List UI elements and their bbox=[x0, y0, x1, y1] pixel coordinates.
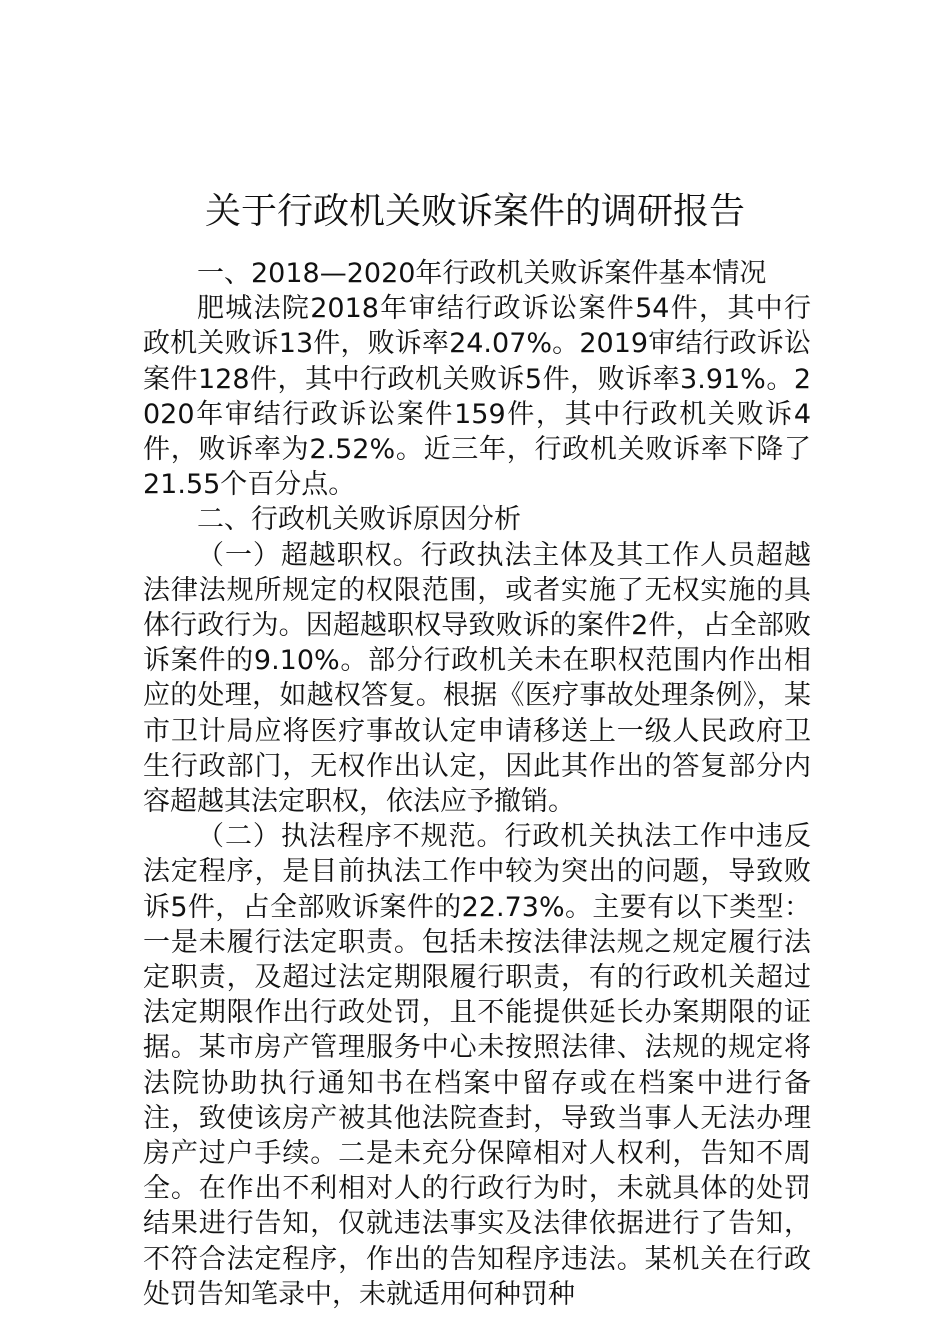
section-heading-2: 二、行政机关败诉原因分析 bbox=[197, 504, 521, 536]
body-paragraph-1: 肥城法院2018年审结行政诉讼案件54件，其中行政机关败诉13件，败诉率24.07%。2019审结行政诉讼案件128件，其中行政机关败诉5件，败诉率3.91%。2020年审结行政诉讼案件159件，其中行政机关败诉4件，败诉率为2.52%。近三年，行政机关败诉率下降了21.55个百分点。 bbox=[143, 293, 811, 501]
document-body bbox=[143, 256, 811, 1312]
body-paragraph-2: （一）超越职权。行政执法主体及其工作人员超越法律法规所规定的权限范围，或者实施了无权实施的具体行政行为。因超越职权导致败诉的案件2件，占全部败诉案件的9.10%。部分行政机关未在职权范围内作出相应的处理，如越权答复。根据《医疗事故处理条例》，某市卫计局应将医疗事故认定申请移送上一级人民政府卫生行政部门，无权作出认定，因此其作出的答复部分内容超越其法定职权，依法应予撤销。 bbox=[143, 539, 811, 818]
document-title: 关于行政机关败诉案件的调研报告 bbox=[204, 191, 745, 233]
body-paragraph-3: （二）执法程序不规范。行政机关执法工作中违反法定程序，是目前执法工作中较为突出的问题，导致败诉5件，占全部败诉案件的22.73%。主要有以下类型：一是未履行法定职责。包括未按法律法规之规定履行法定职责，及超过法定期限履行职责，有的行政机关超过法定期限作出行政处罚，且不能提供延长办案期限的证据。某市房产管理服务中心未按照法律、法规的规定将法院协助执行通知书在档案中留存或在档案中进行备注，致使该房产被其他法院查封，导致当事人无法办理房产过户手续。二是未充分保障相对人权利，告知不周全。在作出不利相对人的行政行为时，未就具体的处罚结果进行告知，仅就违法事实及法律依据进行了告知，不符合法定程序，作出的告知程序违法。某机关在行政处罚告知笔录中，未就适用何种罚种 bbox=[143, 821, 811, 1310]
section-heading-1: 一、2018—2020年行政机关败诉案件基本情况 bbox=[197, 258, 767, 289]
